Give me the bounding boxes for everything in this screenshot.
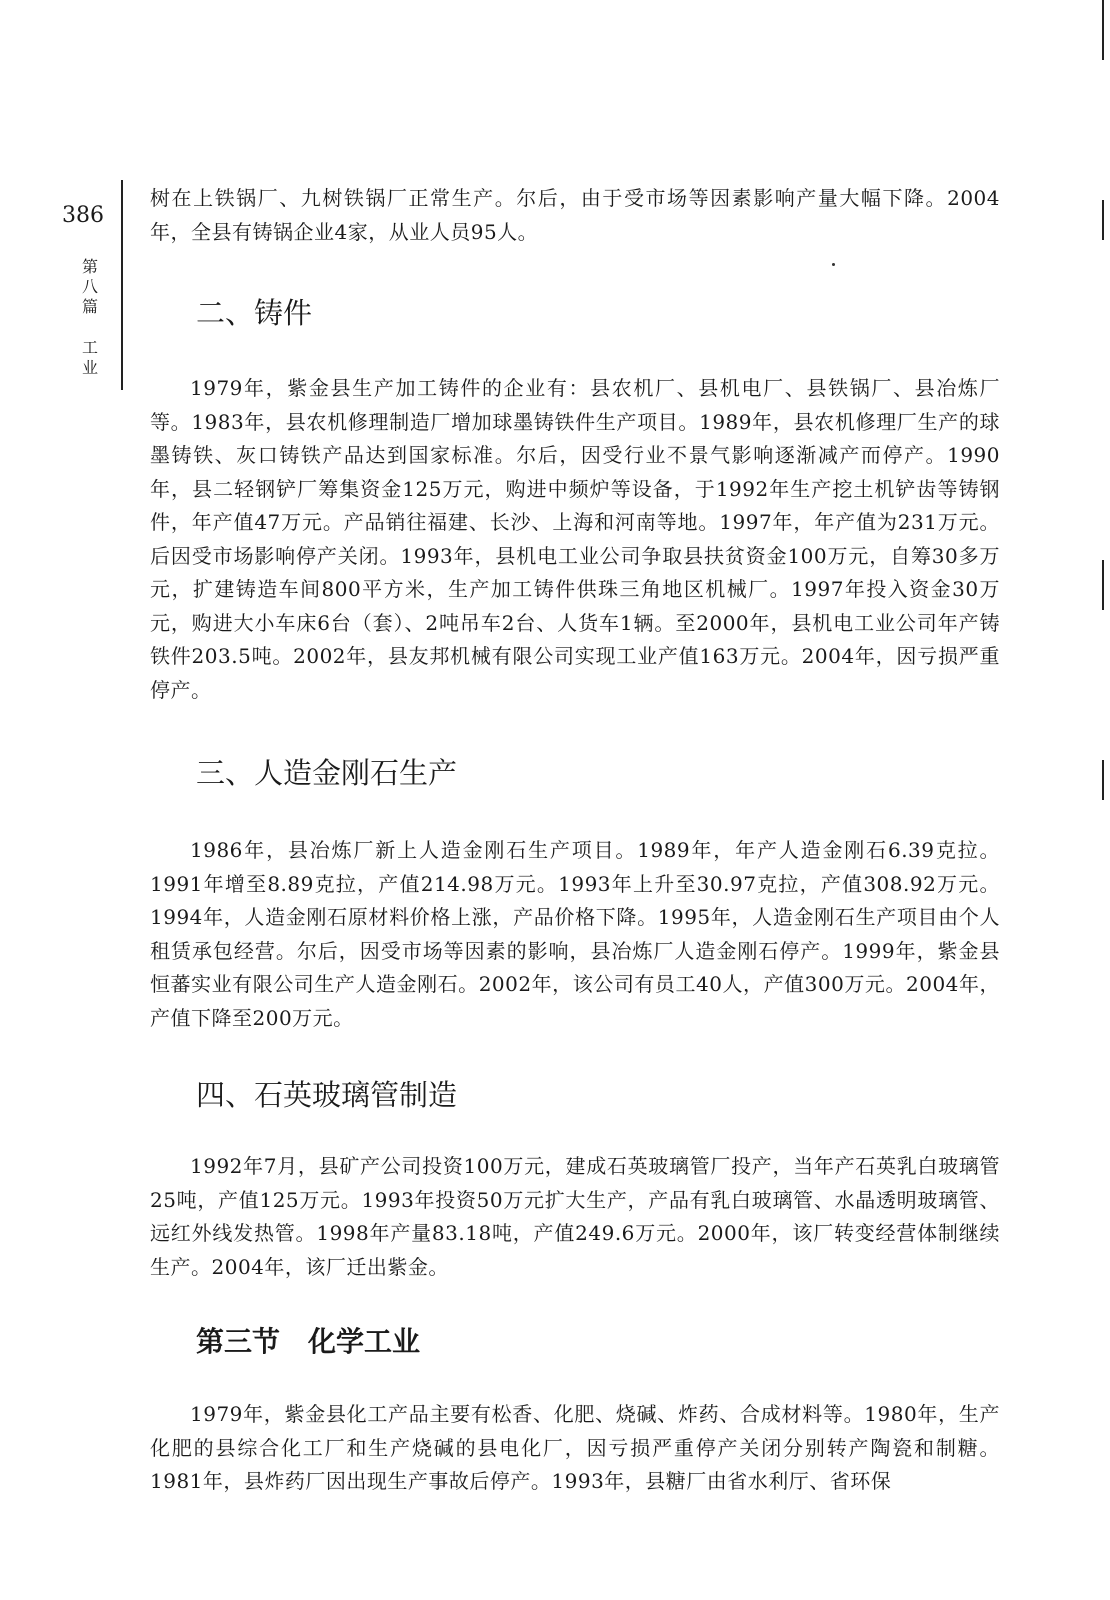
paragraph-continued: 树在上铁锅厂、九树铁锅厂正常生产。尔后，由于受市场等因素影响产量大幅下降。2004年，全县有铸锅企业4家，从业人员95人。: [150, 186, 1000, 244]
heading-diamond: 三、人造金刚石生产: [196, 756, 458, 790]
heading-quartz-tube: 四、石英玻璃管制造: [196, 1078, 458, 1112]
heading-castings: 二、铸件: [196, 296, 313, 330]
scan-edge-mark: [1102, 200, 1104, 240]
paragraph-chemical: 1979年，紫金县化工产品主要有松香、化肥、烧碱、炸药、合成材料等。1980年，生产化肥的县综合化工厂和生产烧碱的县电化厂，因亏损严重停产关闭分别转产陶瓷和制糖。1981年，县炸药厂因出现生产事故后停产。1993年，县糖厂由省水利厅、省环保: [150, 1402, 1000, 1493]
main-text: [150, 182, 1000, 1499]
subject-label: 工业: [81, 338, 98, 377]
page-number: 386: [62, 203, 104, 228]
scan-edge-mark: [1102, 0, 1104, 60]
paragraph-castings: 1979年，紫金县生产加工铸件的企业有：县农机厂、县机电厂、县铁锅厂、县冶炼厂等。1983年，县农机修理制造厂增加球墨铸铁件生产项目。1989年，县农机修理厂生产的球墨铸铁、灰口铸铁产品达到国家标准。尔后，因受行业不景气影响逐渐减产而停产。1990年，县二轻钢铲厂筹集资金125万元，购进中频炉等设备，于1992年生产挖土机铲齿等铸钢件，年产值47万元。产品销往福建、长沙、上海和河南等地。1997年，年产值为231万元。后因受市场影响停产关闭。1993年，县机电工业公司争取县扶贫资金100万元，自筹30多万元，扩建铸造车间800平方米，生产加工铸件供珠三角地区机械厂。1997年投入资金30万元，购进大小车床6台（套）、2吨吊车2台、人货车1辆。至2000年，县机电工业公司年产铸铁件203.5吨。2002年，县友邦机械有限公司实现工业产值163万元。2004年，因亏损严重停产。: [150, 376, 1000, 702]
section-heading-chemical: 第三节 化学工业: [196, 1325, 421, 1358]
paragraph-quartz-tube: 1992年7月，县矿产公司投资100万元，建成石英玻璃管厂投产，当年产石英乳白玻璃管25吨，产值125万元。1993年投资50万元扩大生产，产品有乳白玻璃管、水晶透明玻璃管、远红外线发热管。1998年产量83.18吨，产值249.6万元。2000年，该厂转变经营体制继续生产。2004年，该厂迁出紫金。: [150, 1154, 1000, 1279]
scan-edge-mark: [1102, 560, 1104, 610]
paragraph-diamond: 1986年，县冶炼厂新上人造金刚石生产项目。1989年，年产人造金刚石6.39克拉。1991年增至8.89克拉，产值214.98万元。1993年上升至30.97克拉，产值308.92万元。1994年，人造金刚石原材料价格上涨，产品价格下降。1995年，人造金刚石生产项目由个人租赁承包经营。尔后，因受市场等因素的影响，县冶炼厂人造金刚石停产。1999年，紫金县恒蕃实业有限公司生产人造金刚石。2002年，该公司有员工40人，产值300万元。2004年，产值下降至200万元。: [150, 838, 1000, 1030]
scan-edge-mark: [1102, 760, 1104, 800]
margin-divider: [121, 180, 123, 390]
part-label: 第八篇: [81, 257, 98, 316]
